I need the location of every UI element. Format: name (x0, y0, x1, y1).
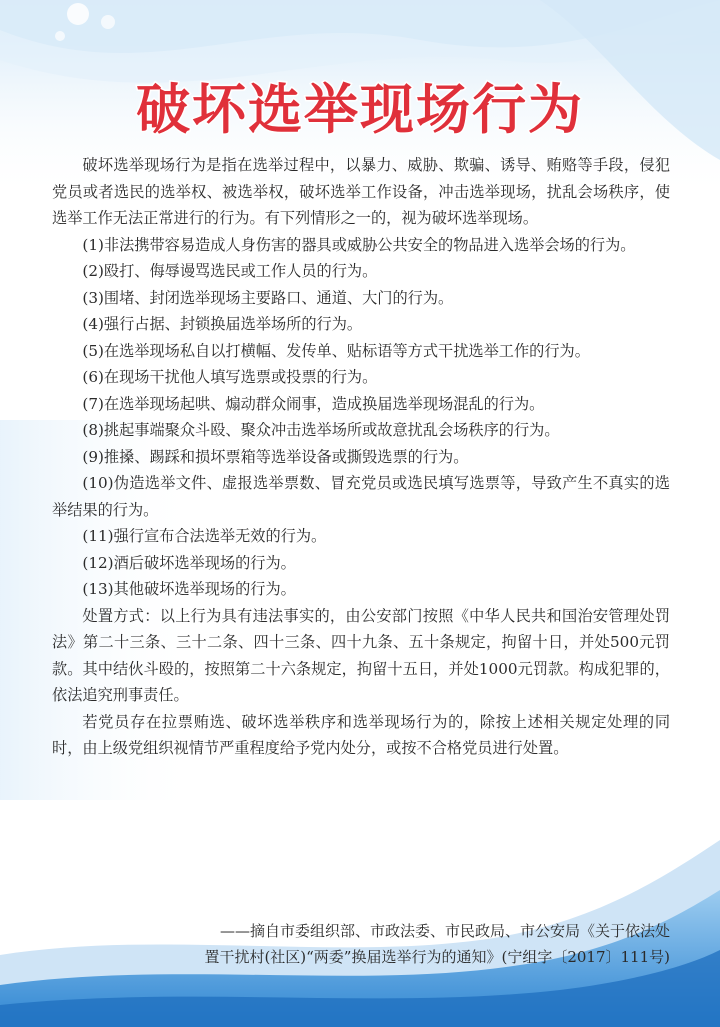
list-item: (2)殴打、侮辱谩骂选民或工作人员的行为。 (82, 262, 378, 280)
list-item: (13)其他破坏选举现场的行为。 (82, 580, 296, 598)
list-item: (9)推搡、踢踩和损坏票箱等选举设备或撕毁选票的行为。 (82, 447, 469, 466)
list-item: (10)伪造选举文件、虚报选举票数、冒充党员或选民填写选票等，导致产生不真实的选举结果的行为。 (52, 474, 670, 519)
list-item: (1)非法携带容易造成人身伤害的器具或威胁公共安全的物品进入选举会场的行为。 (82, 235, 636, 254)
list-item: (8)挑起事端聚众斗殴、聚众冲击选举场所或故意扰乱会场秩序的行为。 (82, 421, 560, 439)
list-item: (5)在选举现场私自以打横幅、发传单、贴标语等方式干扰选举工作的行为。 (82, 341, 590, 360)
penalty-paragraph: 处置方式：以上行为具有违法事实的，由公安部门按照《中华人民共和国治安管理处罚法》第二十三条、三十二条、四十三条、四十九条、五十条规定，拘留十日，并处500元罚款。其中结伙斗殴的，按照第二十六条规定，拘留十五日，并处1000元罚款。构成犯罪的，依法追究刑事责任。 (52, 606, 670, 704)
list-item: (11)强行宣布合法选举无效的行为。 (82, 527, 327, 545)
source-line-2: 置干扰村(社区)“两委”换届选举行为的通知》(宁组字〔2017〕111号) (204, 948, 670, 966)
list-item: (7)在选举现场起哄、煽动群众闹事，造成换届选举现场混乱的行为。 (82, 394, 545, 413)
list-item: (4)强行占据、封锁换届选举场所的行为。 (82, 315, 363, 333)
party-note-paragraph: 若党员存在拉票贿选、破坏选举秩序和选举现场行为的，除按上述相关规定处理的同时，由上级党组织视情节严重程度给予党内处分，或按不合格党员进行处置。 (52, 712, 670, 757)
list-item: (12)酒后破坏选举现场的行为。 (82, 553, 296, 572)
intro-paragraph: 破坏选举现场行为是指在选举过程中，以暴力、威胁、欺骗、诱导、贿赂等手段，侵犯党员或者选民的选举权、被选举权，破坏选举工作设备，冲击选举现场，扰乱会场秩序，使选举工作无法正常进行的行为。有下列情形之一的，视为破坏选举现场。 (52, 156, 670, 227)
list-item: (6)在现场干扰他人填写选票或投票的行为。 (82, 368, 378, 386)
list-item: (3)围堵、封闭选举现场主要路口、通道、大门的行为。 (82, 288, 454, 307)
source-line-1: ——摘自市委组织部、市政法委、市民政局、市公安局《关于依法处 (219, 922, 670, 940)
article-body (52, 152, 670, 762)
source-citation (52, 918, 670, 970)
page-title: 破坏选举现场行为 (136, 78, 584, 141)
